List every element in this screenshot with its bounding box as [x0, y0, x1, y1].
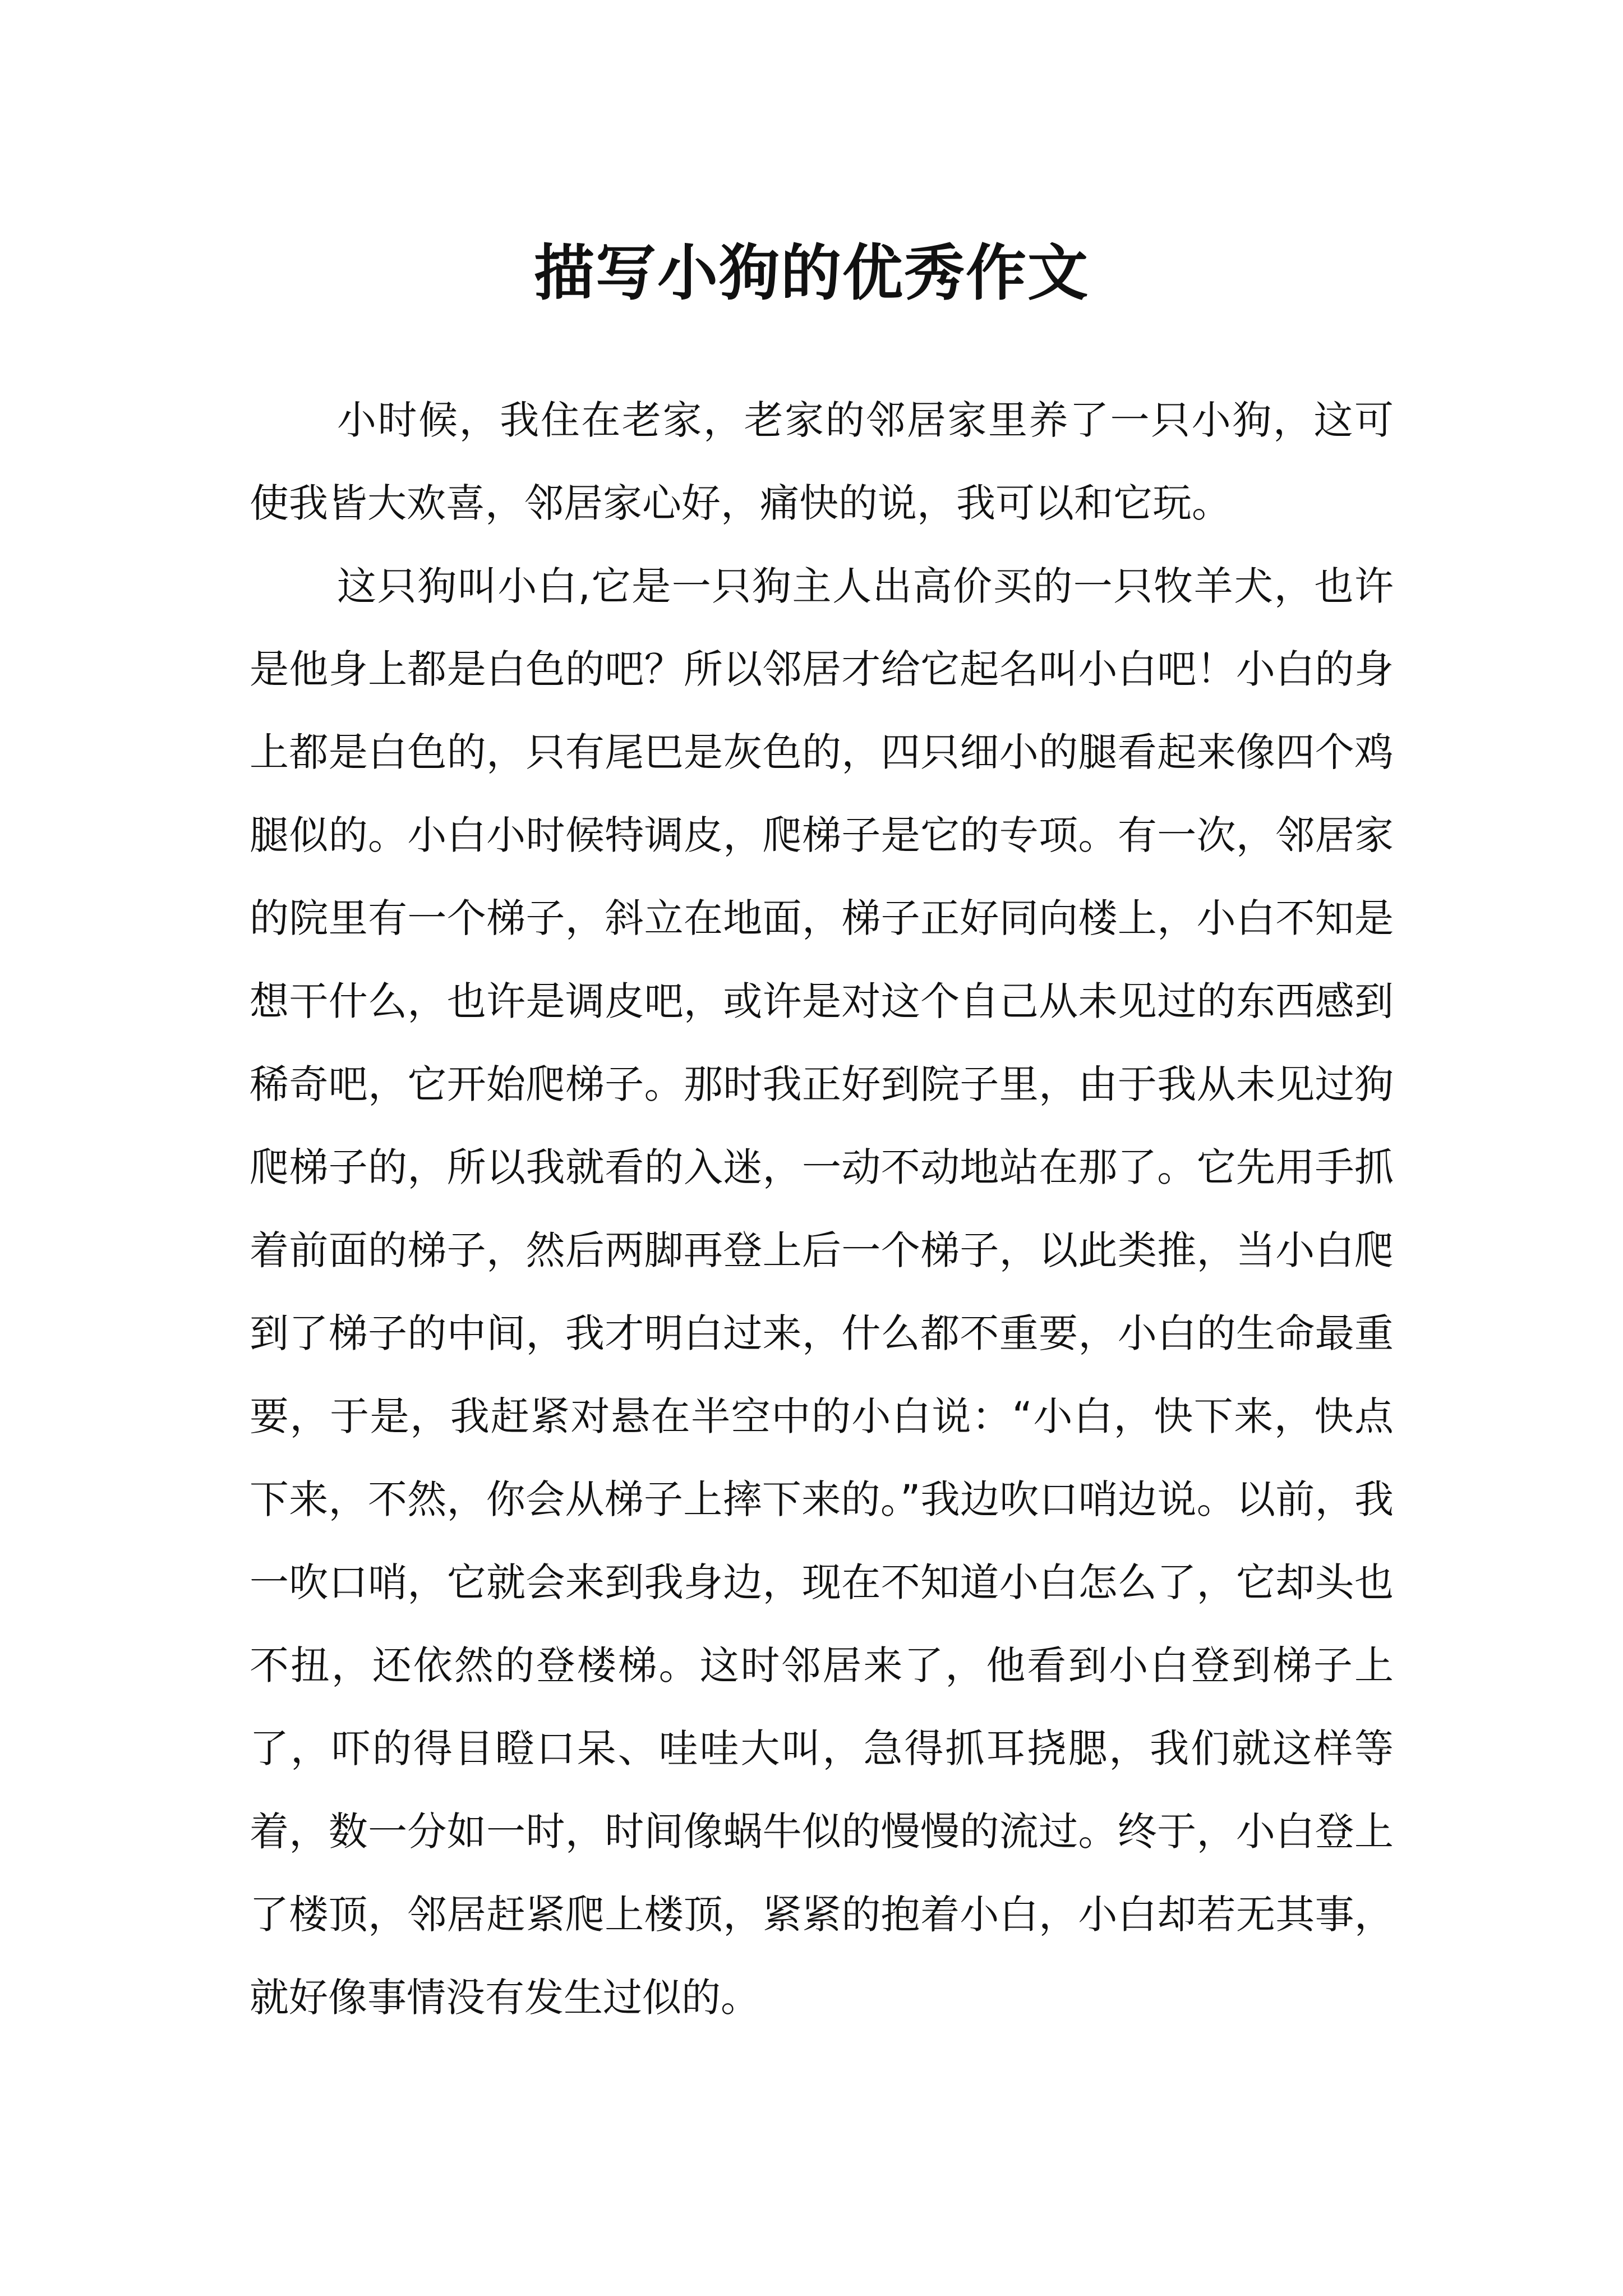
paragraph-1: 小时候，我住在老家，老家的邻居家里养了一只小狗，这可使我皆大欢喜，邻居家心好，痛快的说，我可以和它玩。	[250, 397, 1394, 526]
document-title: 描写小狗的优秀作文	[533, 238, 1089, 309]
document-body	[250, 379, 1394, 2039]
paragraph-2: 这只狗叫小白,它是一只狗主人出高价买的一只牧羊犬，也许是他身上都是白色的吧？所以邻居才给它起名叫小白吧！小白的身上都是白色的，只有尾巴是灰色的，四只细小的腿看起来像四个鸡腿似的。小白小时候特调皮，爬梯子是它的专项。有一次，邻居家的院里有一个梯子，斜立在地面，梯子正好同向楼上，小白不知是想干什么，也许是调皮吧，或许是对这个自己从未见过的东西感到稀奇吧，它开始爬梯子。那时我正好到院子里，由于我从未见过狗爬梯子的，所以我就看的入迷，一动不动地站在那了。它先用手抓着前面的梯子，然后两脚再登上后一个梯子，以此类推，当小白爬到了梯子的中间，我才明白过来，什么都不重要，小白的生命最重要，于是，我赶紧对悬在半空中的小白说：“小白，快下来，快点下来，不然，你会从梯子上摔下来的。”我边吹口哨边说。以前，我一吹口哨，它就会来到我身边，现在不知道小白怎么了，它却头也不扭，还依然的登楼梯。这时邻居来了，他看到小白登到梯子上了，吓的得目瞪口呆、哇哇大叫，急得抓耳挠腮，我们就这样等着，数一分如一时，时间像蜗牛似的慢慢的流过。终于，小白登上了楼顶，邻居赶紧爬上楼顶，紧紧的抱着小白，小白却若无其事，就好像事情没有发生过似的。	[250, 563, 1394, 2021]
